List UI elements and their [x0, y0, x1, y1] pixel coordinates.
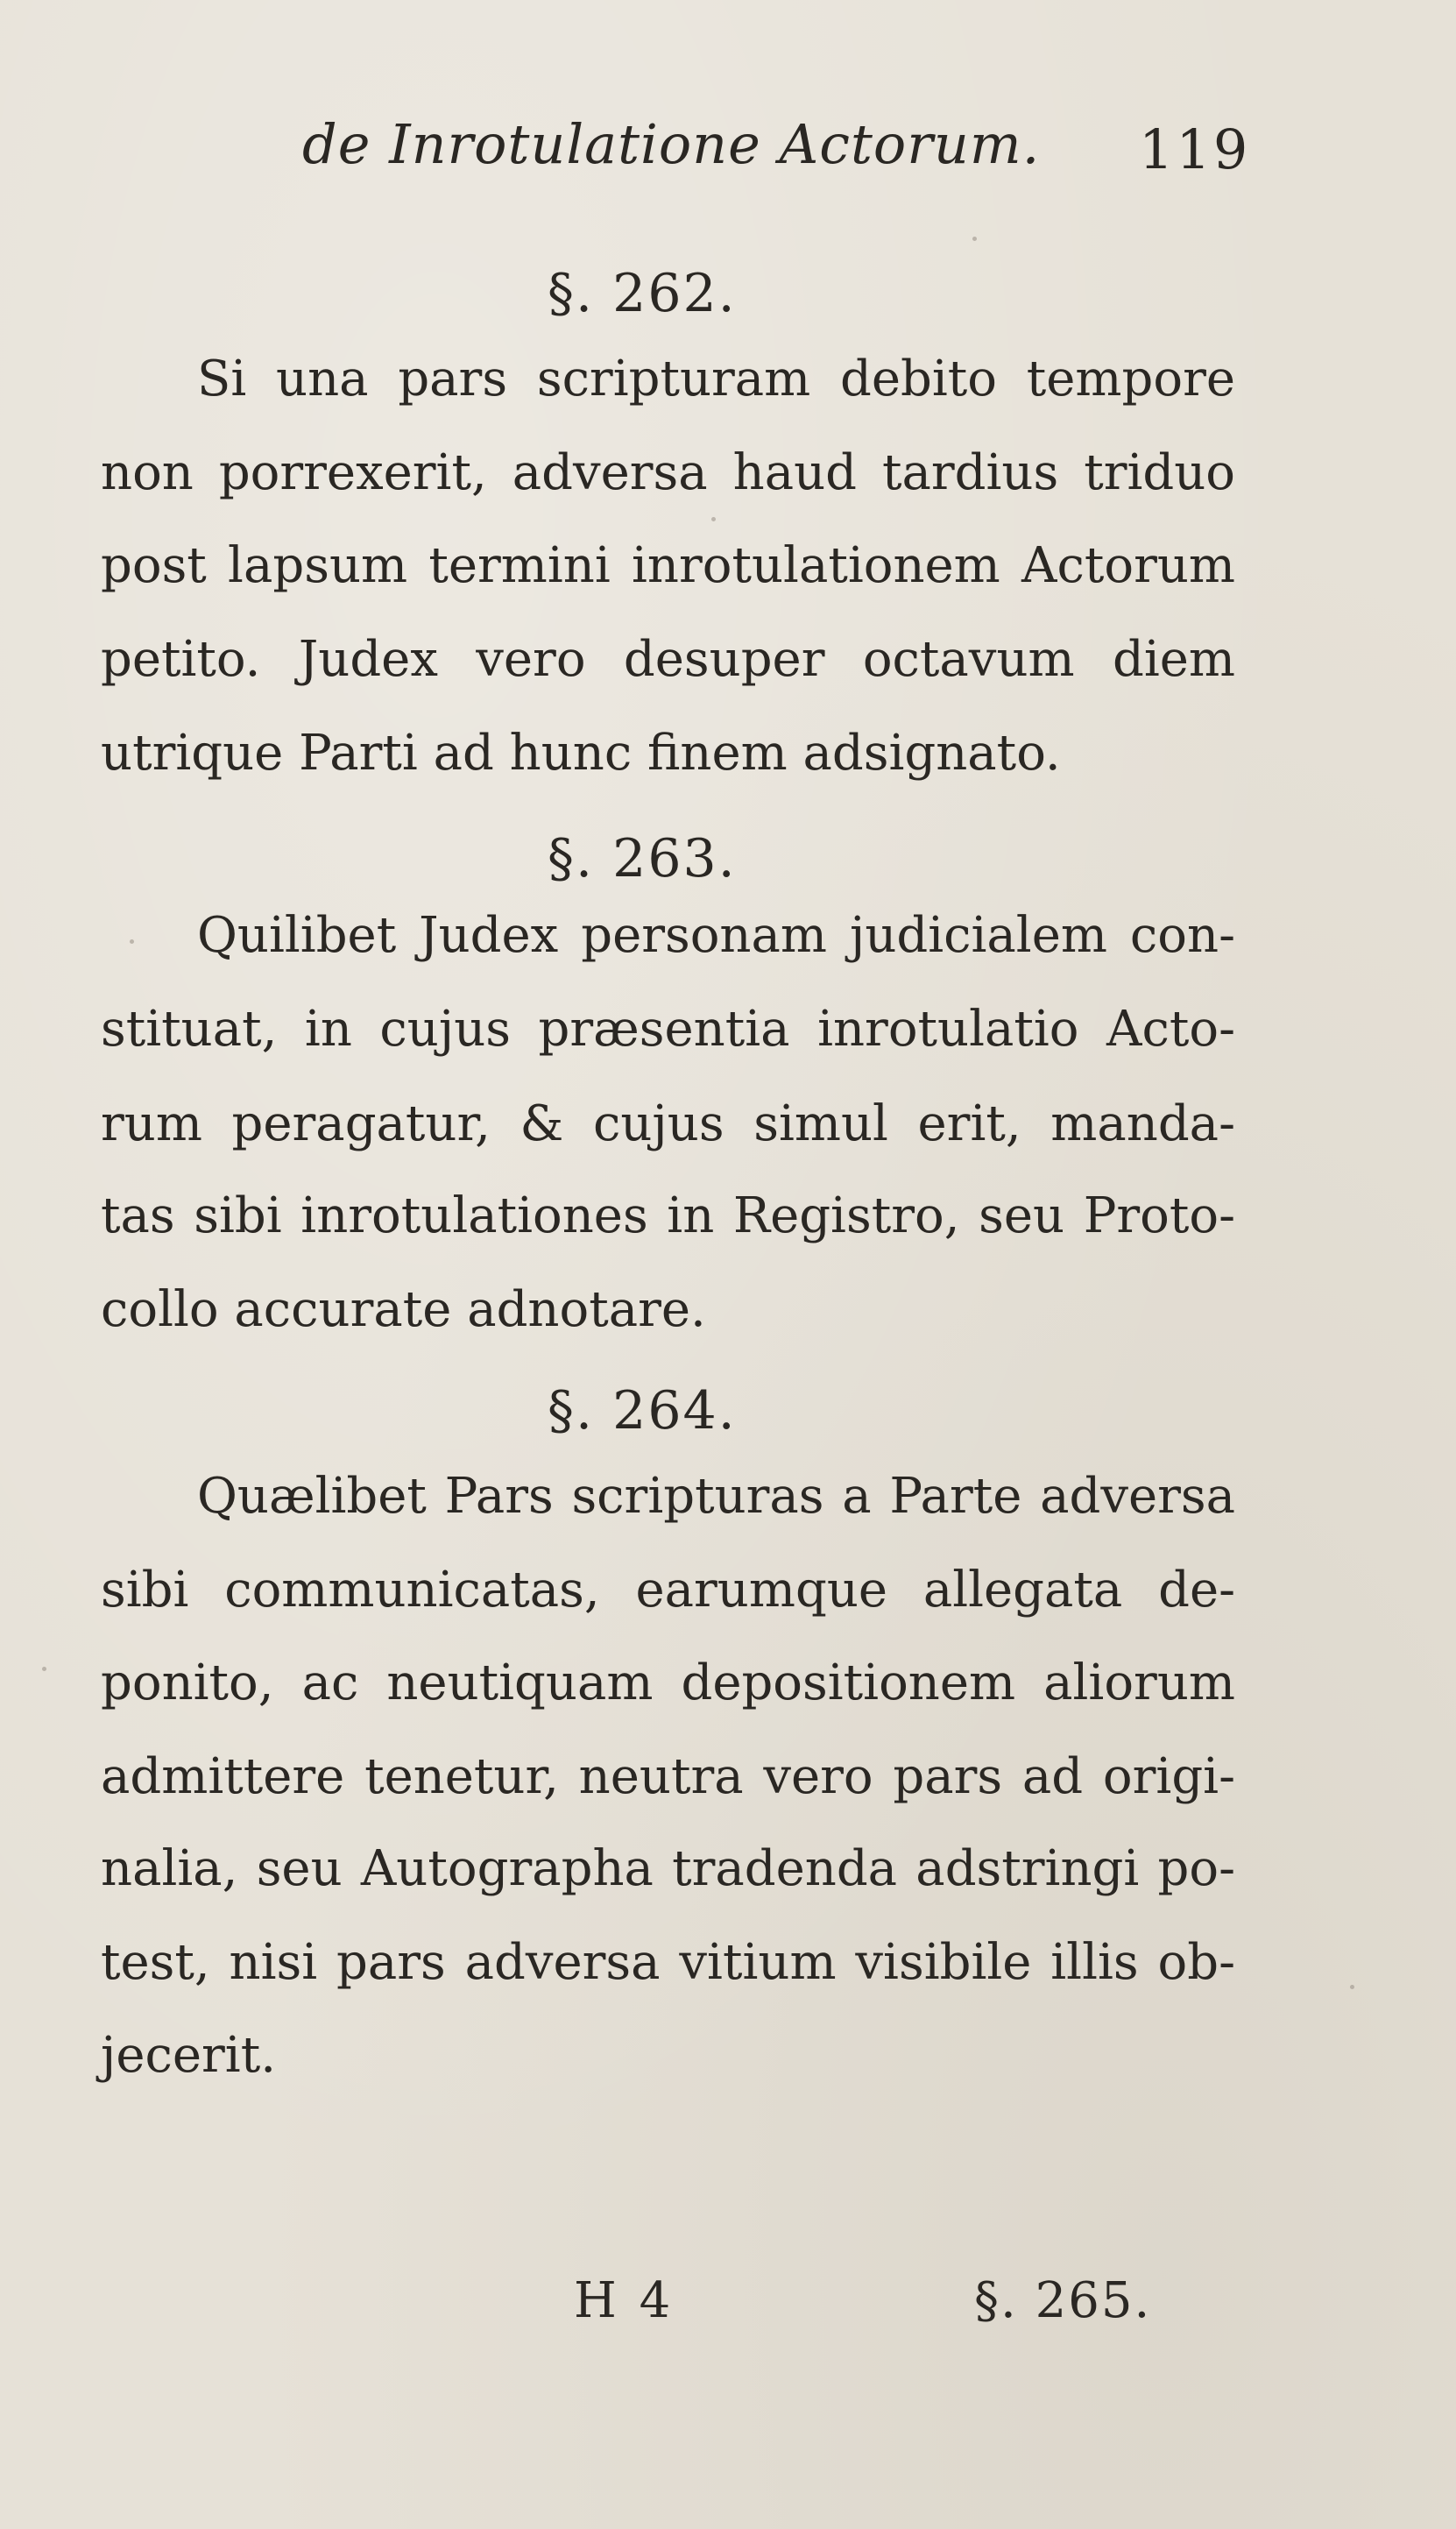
text-line: admittere tenetur, neutra vero pars ad origi-: [101, 1748, 1235, 1805]
page-number: 119: [1139, 117, 1251, 181]
paper-speck: [972, 237, 977, 241]
paper-speck: [711, 517, 716, 521]
paper-speck: [130, 939, 134, 944]
section-number: §. 263.: [548, 828, 737, 889]
text-line: jecerit.: [101, 2027, 276, 2084]
text-line: Si una pars scripturam debito tempore: [197, 351, 1235, 407]
text-line: ponito, ac neutiquam depositionem aliorum: [101, 1654, 1235, 1711]
text-line: Quælibet Pars scripturas a Parte adversa: [197, 1468, 1235, 1525]
running-title: de Inrotulatione Actorum.: [302, 112, 1041, 176]
text-line: rum peragatur, & cujus simul erit, manda-: [101, 1095, 1235, 1152]
paper-speck: [1350, 1985, 1354, 1989]
text-line: nalia, seu Autographa tradenda adstringi po-: [101, 1840, 1235, 1897]
text-line: petito. Judex vero desuper octavum diem: [101, 631, 1235, 688]
section-number: §. 264.: [548, 1380, 737, 1442]
text-line: sibi communicatas, earumque allegata de-: [101, 1562, 1235, 1619]
text-line: non porrexerit, adversa haud tardius triduo: [101, 444, 1235, 501]
text-line: collo accurate adnotare.: [101, 1281, 706, 1338]
text-line: Quilibet Judex personam judicialem con-: [197, 907, 1235, 964]
text-line: stituat, in cujus præsentia inrotulatio Acto-: [101, 1001, 1235, 1058]
catchword: §. 265.: [974, 2272, 1152, 2329]
signature-mark: H 4: [574, 2272, 675, 2329]
text-line: test, nisi pars adversa vitium visibile illis ob-: [101, 1934, 1235, 1991]
text-line: tas sibi inrotulationes in Registro, seu Proto-: [101, 1187, 1235, 1244]
text-line: post lapsum termini inrotulationem Actorum: [101, 537, 1235, 594]
text-line: utrique Parti ad hunc finem adsignato.: [101, 725, 1061, 782]
paper-speck: [42, 1667, 46, 1671]
section-number: §. 262.: [548, 263, 737, 324]
